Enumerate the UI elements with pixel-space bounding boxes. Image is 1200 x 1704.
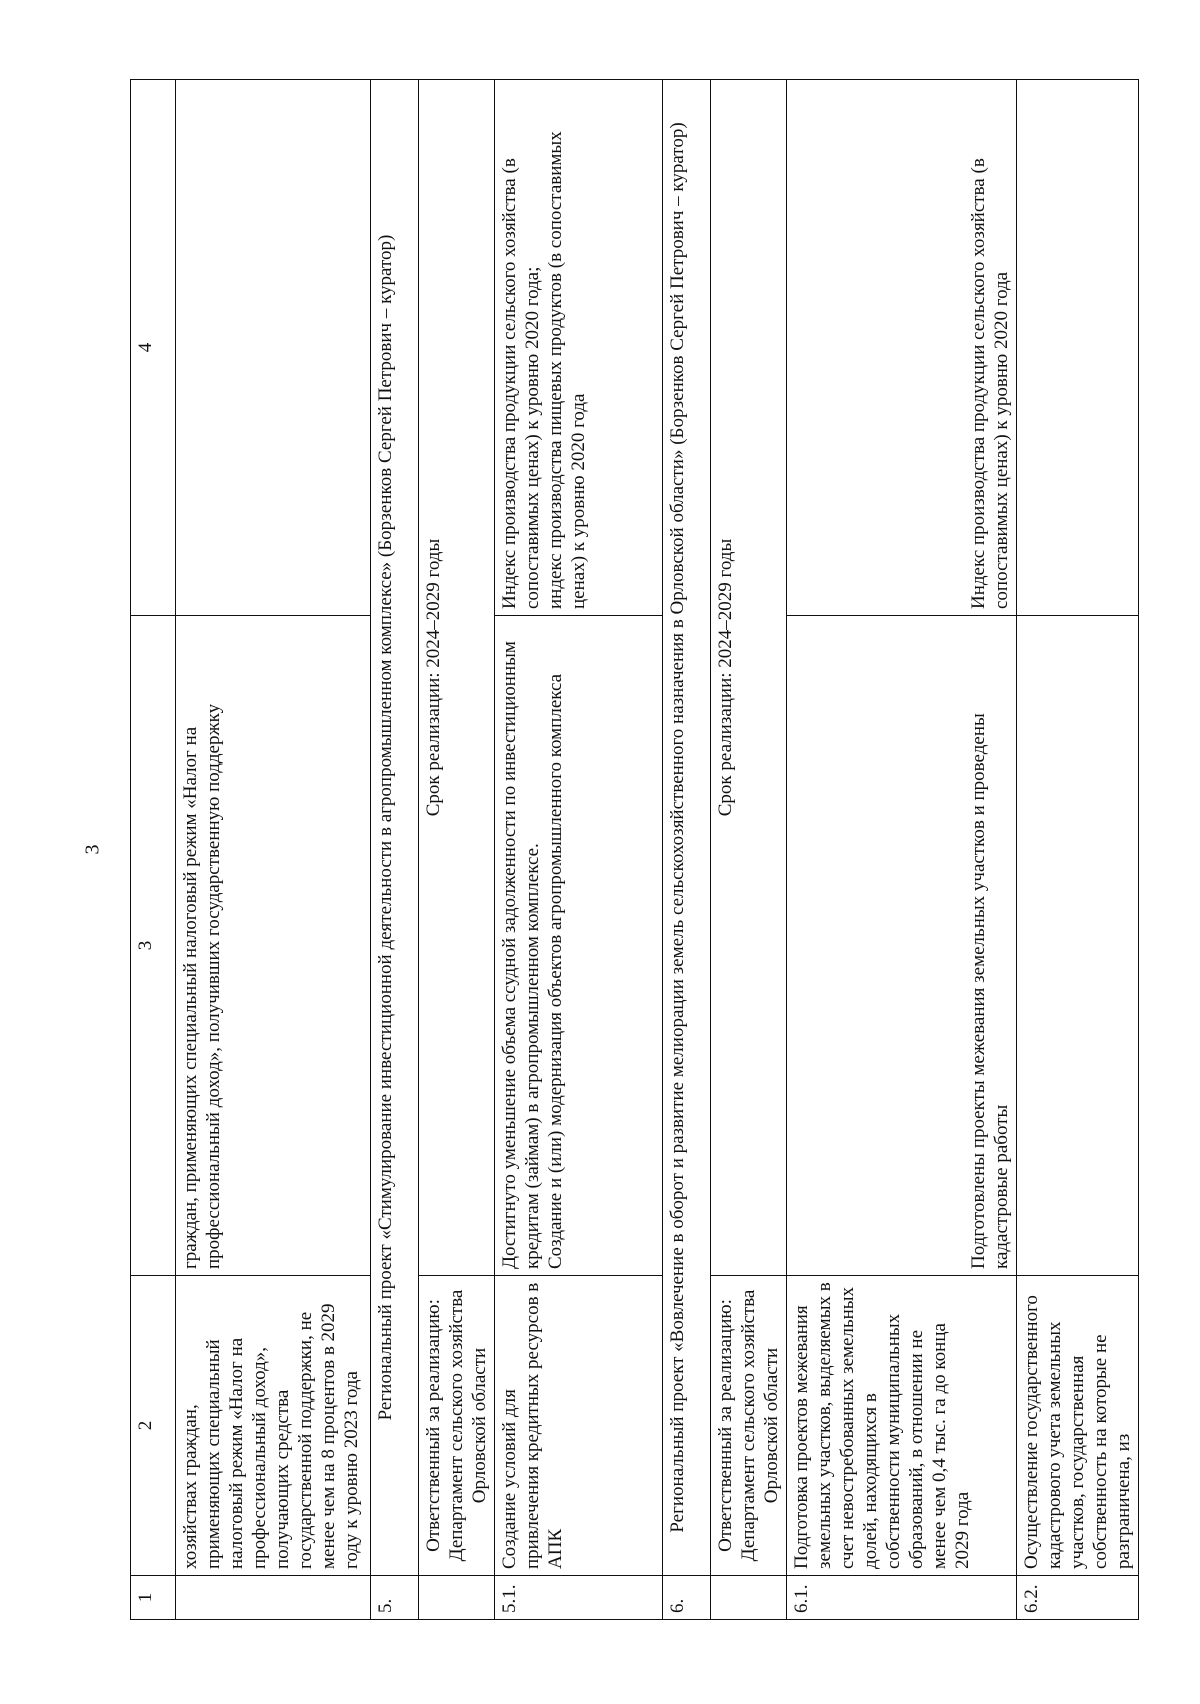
row-col2-cell: хозяйствах граждан, применяющих специальный налоговый режим «Налог на профессиональный доход», получающих средства государственной поддержки, не менее чем на 8 процентов в 2029 году к уровню 2023 года (176, 1276, 371, 1576)
row-col3-cell: граждан, применяющих специальный налоговый режим «Налог на профессиональный доход», получивших государственную поддержку (176, 616, 371, 1276)
rotated-table-container (130, 80, 1134, 1620)
table-row-6-1 (787, 80, 1017, 1620)
table-row-6-resp (711, 80, 787, 1620)
row-col2-cell: Подготовка проектов межевания земельных участков, выделяемых в счет невостребованных земельных долей, находящихся в собственности муниципальных образований, в отношении не менее чем 0,4 тыс. га до конца 2029 года (787, 1276, 1017, 1576)
row-col4-cell: Индекс производства продукции сельского хозяйства (в сопоставимых ценах) к уровню 2020 года; индекс производства пищевых продуктов (в сопоставимых ценах) к уровню 2020 года (495, 80, 663, 616)
row-num-cell: 5. (371, 1576, 419, 1620)
project-title-cell: Региональный проект «Стимулирование инвестиционной деятельности в агропромышленном комплексе» (Борзенков Сергей Петрович – куратор) (371, 80, 419, 1576)
row-col4-cell: Индекс производства продукции сельского хозяйства (в сопоставимых ценах) к уровню 2020 года (787, 80, 1017, 616)
row-col2-cell: Осуществление государственного кадастрового учета земельных участков, государственная собственность на которые не разграничена, из (1017, 1276, 1139, 1576)
table-row-5 (371, 80, 419, 1620)
row-col4-cell (1017, 80, 1139, 616)
header-row (131, 80, 176, 1620)
header-col-3: 3 (131, 616, 176, 1276)
row-num-cell (419, 1576, 495, 1620)
term-cell: Срок реализации: 2024–2029 годы (711, 80, 787, 1276)
program-table (130, 79, 1139, 1620)
header-col-4: 4 (131, 80, 176, 616)
row-col3-cell: Достигнуто уменьшение объема ссудной задолженности по инвестиционным кредитам (займам) в агропромышленном комплексе. Создание и (или) модернизация объектов агропромышленного комплекса (495, 616, 663, 1276)
row-num-cell: 6. (663, 1576, 711, 1620)
table-row-5-resp (419, 80, 495, 1620)
row-num-cell: 5.1. (495, 1576, 663, 1620)
table-row-6 (663, 80, 711, 1620)
row-num-cell: 6.2. (1017, 1576, 1139, 1620)
row-num-cell: 6.1. (787, 1576, 1017, 1620)
table-row-6-2 (1017, 80, 1139, 1620)
row-col4-cell (176, 80, 371, 616)
row-col2-cell: Создание условий для привлечения кредитных ресурсов в АПК (495, 1276, 663, 1576)
responsible-cell: Ответственный за реализацию: Департамент сельского хозяйства Орловской области (419, 1276, 495, 1576)
project-title-cell: Региональный проект «Вовлечение в оборот и развитие мелиорации земель сельскохозяйственного назначения в Орловской области» (Борзенков Сергей Петрович – куратор) (663, 80, 711, 1576)
row-col3-cell: Подготовлены проекты межевания земельных участков и проведены кадастровые работы (787, 616, 1017, 1276)
page-number: 3 (81, 844, 104, 855)
row-num-cell (176, 1576, 371, 1620)
row-num-cell (711, 1576, 787, 1620)
header-col-1: 1 (131, 1576, 176, 1620)
term-cell: Срок реализации: 2024–2029 годы (419, 80, 495, 1276)
responsible-cell: Ответственный за реализацию: Департамент сельского хозяйства Орловской области (711, 1276, 787, 1576)
row-col3-cell (1017, 616, 1139, 1276)
table-row-continuation (176, 80, 371, 1620)
header-col-2: 2 (131, 1276, 176, 1576)
table-row-5-1 (495, 80, 663, 1620)
